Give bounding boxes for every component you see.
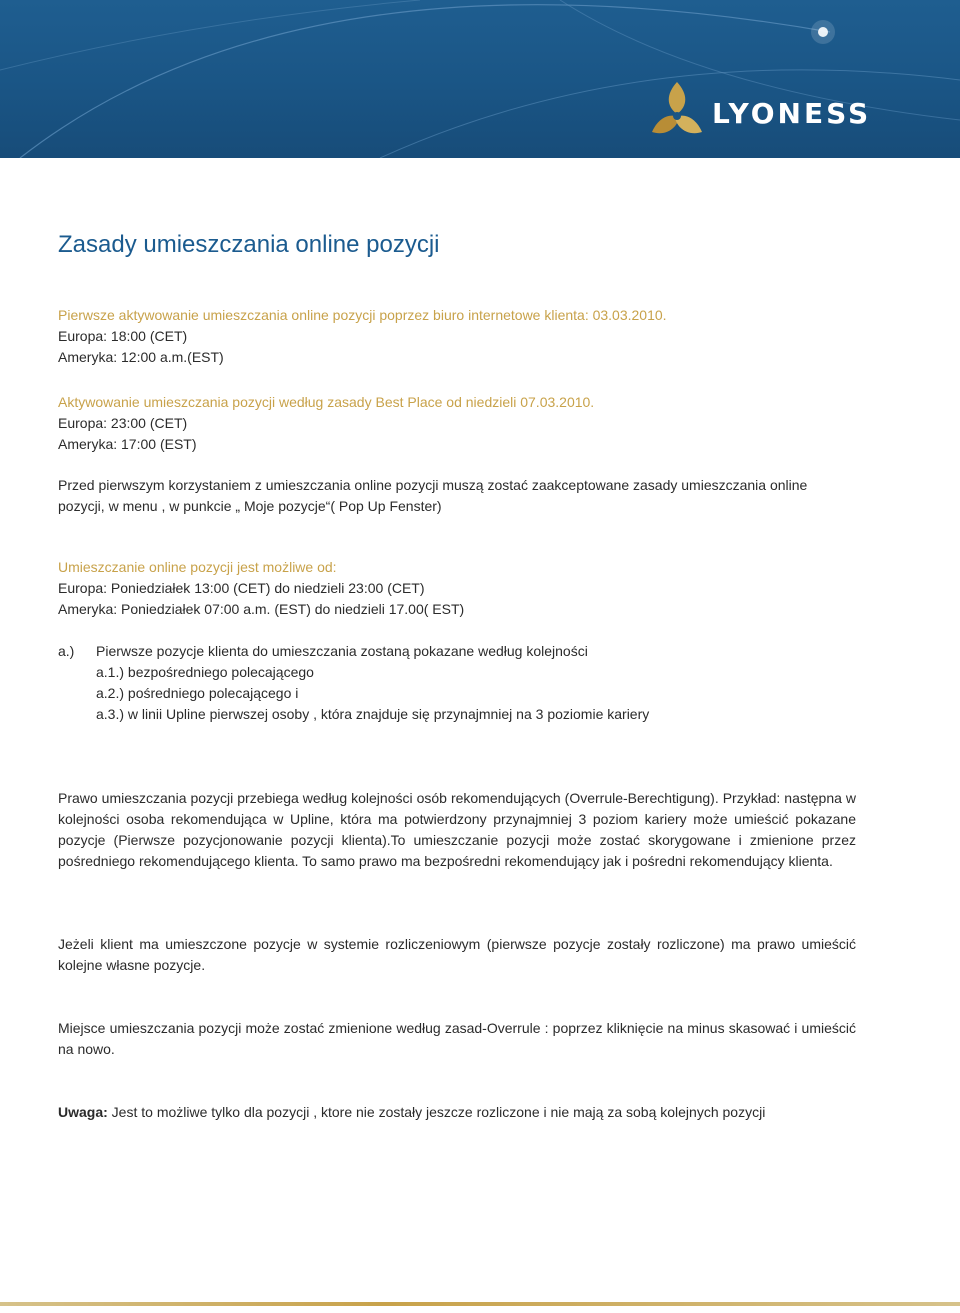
- header-banner: [0, 0, 960, 158]
- logo-wordmark: LYONESS: [712, 97, 872, 130]
- list-sub-item: a.3.) w linii Upline pierwszej osoby , która znajduje się przynajmniej na 3 poziomie kariery: [96, 706, 650, 722]
- paragraph-overrule: Prawo umieszczania pozycji przebiega według kolejności osób rekomendujących (Overrule-Berechtigung). Przykład: następna w kolejności osoba rekomendująca w Upline, która ma potwierdzony przynajmniej 3 poziom kariery może umieścić pokazane pozycje (Pierwsze pozycjonowanie pozycji klienta).To umieszczanie pozycji może zostać skorygowane i zmienione przez pośredniego rekomendującego klienta. To samo prawo ma bezpośredni rekomendujący jak i pośredni rekomendujący klienta.: [58, 790, 856, 869]
- availability-europe: Europa: Poniedziałek 13:00 (CET) do niedzieli 23:00 (CET): [58, 580, 425, 596]
- footer-rule: [0, 1302, 960, 1306]
- page-title: Zasady umieszczania online pozycji: [58, 231, 440, 258]
- first-activation-heading: Pierwsze aktywowanie umieszczania online pozycji poprzez biuro internetowe klienta: 03.03.2010.: [58, 307, 667, 323]
- note-label: Uwaga:: [58, 1104, 108, 1120]
- list-marker: a.): [58, 643, 75, 659]
- best-place-america: Ameryka: 17:00 (EST): [58, 436, 197, 452]
- triquetra-logo-icon: [648, 80, 706, 138]
- paragraph-change-place: Miejsce umieszczania pozycji może zostać zmienione według zasad-Overrule : poprzez kliknięcie na minus skasować i umieścić na nowo.: [58, 1020, 856, 1057]
- intro-line-1: Przed pierwszym korzystaniem z umieszczania online pozycji muszą zostać zaakceptowane zasady umieszczania online: [58, 477, 808, 493]
- best-place-heading: Aktywowanie umieszczania pozycji według zasady Best Place od niedzieli 07.03.2010.: [58, 394, 595, 410]
- availability-heading: Umieszczanie online pozycji jest możliwe od:: [58, 559, 337, 575]
- paragraph-own-positions: Jeżeli klient ma umieszczone pozycje w systemie rozliczeniowym (pierwsze pozycje zostały rozliczone) ma prawo umieścić kolejne własne pozycje.: [58, 936, 856, 973]
- first-activation-europe: Europa: 18:00 (CET): [58, 328, 188, 344]
- first-activation-america: Ameryka: 12:00 a.m.(EST): [58, 349, 224, 365]
- intro-line-2: pozycji, w menu , w punkcie „ Moje pozycje“( Pop Up Fenster): [58, 498, 442, 514]
- lyoness-logo: [648, 80, 908, 140]
- note: [58, 1102, 765, 1122]
- list-sub-item: a.2.) pośredniego polecającego i: [96, 685, 299, 701]
- best-place-europe: Europa: 23:00 (CET): [58, 415, 188, 431]
- note-text: Jest to możliwe tylko dla pozycji , ktore nie zostały jeszcze rozliczone i nie mają za sobą kolejnych pozycji: [107, 1104, 766, 1120]
- list-item: Pierwsze pozycje klienta do umieszczania zostaną pokazane według kolejności: [96, 643, 588, 659]
- list-sub-item: a.1.) bezpośredniego polecającego: [96, 664, 314, 680]
- availability-america: Ameryka: Poniedziałek 07:00 a.m. (EST) do niedzieli 17.00( EST): [58, 601, 465, 617]
